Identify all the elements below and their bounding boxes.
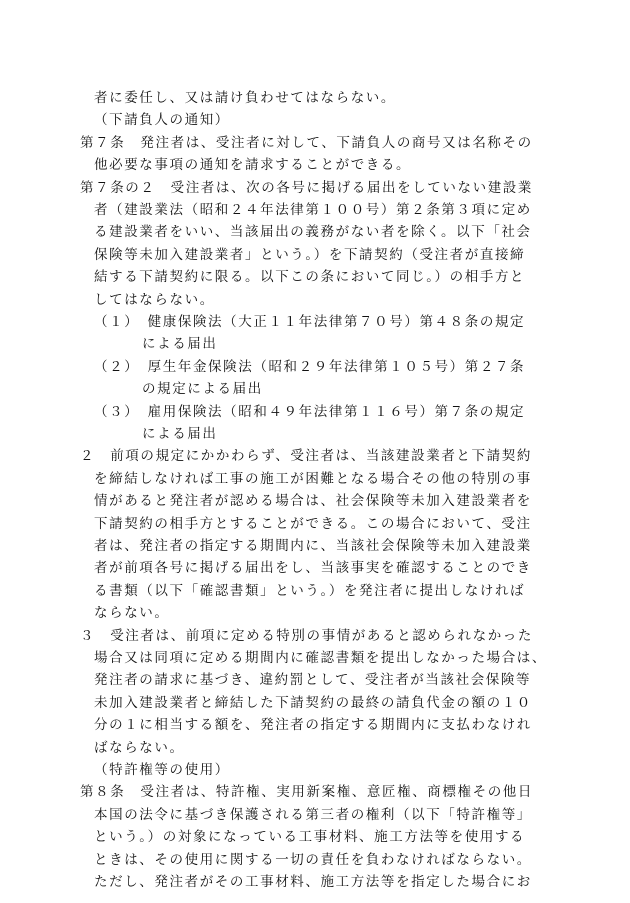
- text-line: という。）の対象になっている工事材料、施工方法等を使用する: [94, 829, 526, 846]
- text-line: 発注者の請求に基づき、違約罰として、受注者が当該社会保険等: [94, 672, 532, 689]
- article-8-line: 第８条 受注者は、特許権、実用新案権、意匠権、商標権その他日: [80, 784, 533, 801]
- list-item-3-cont: による届出: [142, 426, 218, 442]
- text-line: を締結しなければ工事の施工が困難となる場合その他の特別の事: [94, 470, 532, 487]
- article-7-line: 第７条 発注者は、受注者に対して、下請負人の商号又は名称その: [80, 134, 533, 151]
- text-line: 未加入建設業者と締結した下請契約の最終の請負代金の額の１０: [94, 694, 532, 711]
- text-line: 者（建設業法（昭和２４年法律第１００号）第２条第３項に定め: [94, 202, 532, 218]
- section-heading: （下請負人の通知）: [94, 112, 230, 129]
- text-line: 情があると発注者が認める場合は、社会保険等未加入建設業者を: [94, 493, 532, 510]
- text-line: る建設業者をいい、当該届出の義務がない者を除く。以下「社会: [94, 224, 532, 241]
- list-item-1-cont: による届出: [142, 336, 218, 353]
- text-line: ばならない。: [94, 739, 185, 756]
- text-line: ただし、発注者がその工事材料、施工方法等を指定した場合にお: [94, 874, 532, 890]
- text-line: してはならない。: [94, 291, 215, 308]
- paragraph-3-line: ３ 受注者は、前項に定める特別の事情があると認められなかった: [80, 627, 533, 644]
- text-line: 者が前項各号に掲げる届出をし、当該事実を確認することのでき: [94, 560, 532, 577]
- text-line: ときは、その使用に関する一切の責任を負わなければならない。: [94, 851, 532, 868]
- text-line: 者は、発注者の指定する期間内に、当該社会保険等未加入建設業: [94, 538, 532, 554]
- text-line: 保険等未加入建設業者」という。）を下請契約（受注者が直接締: [94, 246, 526, 263]
- text-line: ならない。: [94, 605, 170, 622]
- list-item-2: （２） 厚生年金保険法（昭和２９年法律第１０５号）第２７条: [94, 358, 526, 375]
- paragraph-2-line: ２ 前項の規定にかかわらず、受注者は、当該建設業者と下請契約: [80, 448, 532, 465]
- list-item-1: （１） 健康保険法（大正１１年法律第７０号）第４８条の規定: [94, 314, 526, 330]
- text-line: 下請契約の相手方とすることができる。この場合において、受注: [94, 515, 532, 532]
- list-item-2-cont: の規定による届出: [142, 381, 263, 398]
- text-line: 他必要な事項の通知を請求することができる。: [94, 157, 412, 174]
- text-line: 者に委任し、又は請け負わせてはならない。: [94, 90, 396, 106]
- article-7-2-line: 第７条の２ 受注者は、次の各号に掲げる届出をしていない建設業: [80, 179, 533, 196]
- text-line: 結する下請契約に限る。以下この条において同じ。）の相手方と: [94, 269, 526, 286]
- text-line: 場合又は同項に定める期間内に確認書類を提出しなかった場合は、: [94, 650, 547, 666]
- text-line: る書類（以下「確認書類」という。）を発注者に提出しなければ: [94, 582, 526, 599]
- list-item-3: （３） 雇用保険法（昭和４９年法律第１１６号）第７条の規定: [94, 403, 526, 420]
- text-line: 分の１に相当する額を、発注者の指定する期間内に支払わなけれ: [94, 717, 532, 734]
- section-heading: （特許権等の使用）: [94, 762, 230, 778]
- text-line: 本国の法令に基づき保護される第三者の権利（以下「特許権等」: [94, 806, 532, 823]
